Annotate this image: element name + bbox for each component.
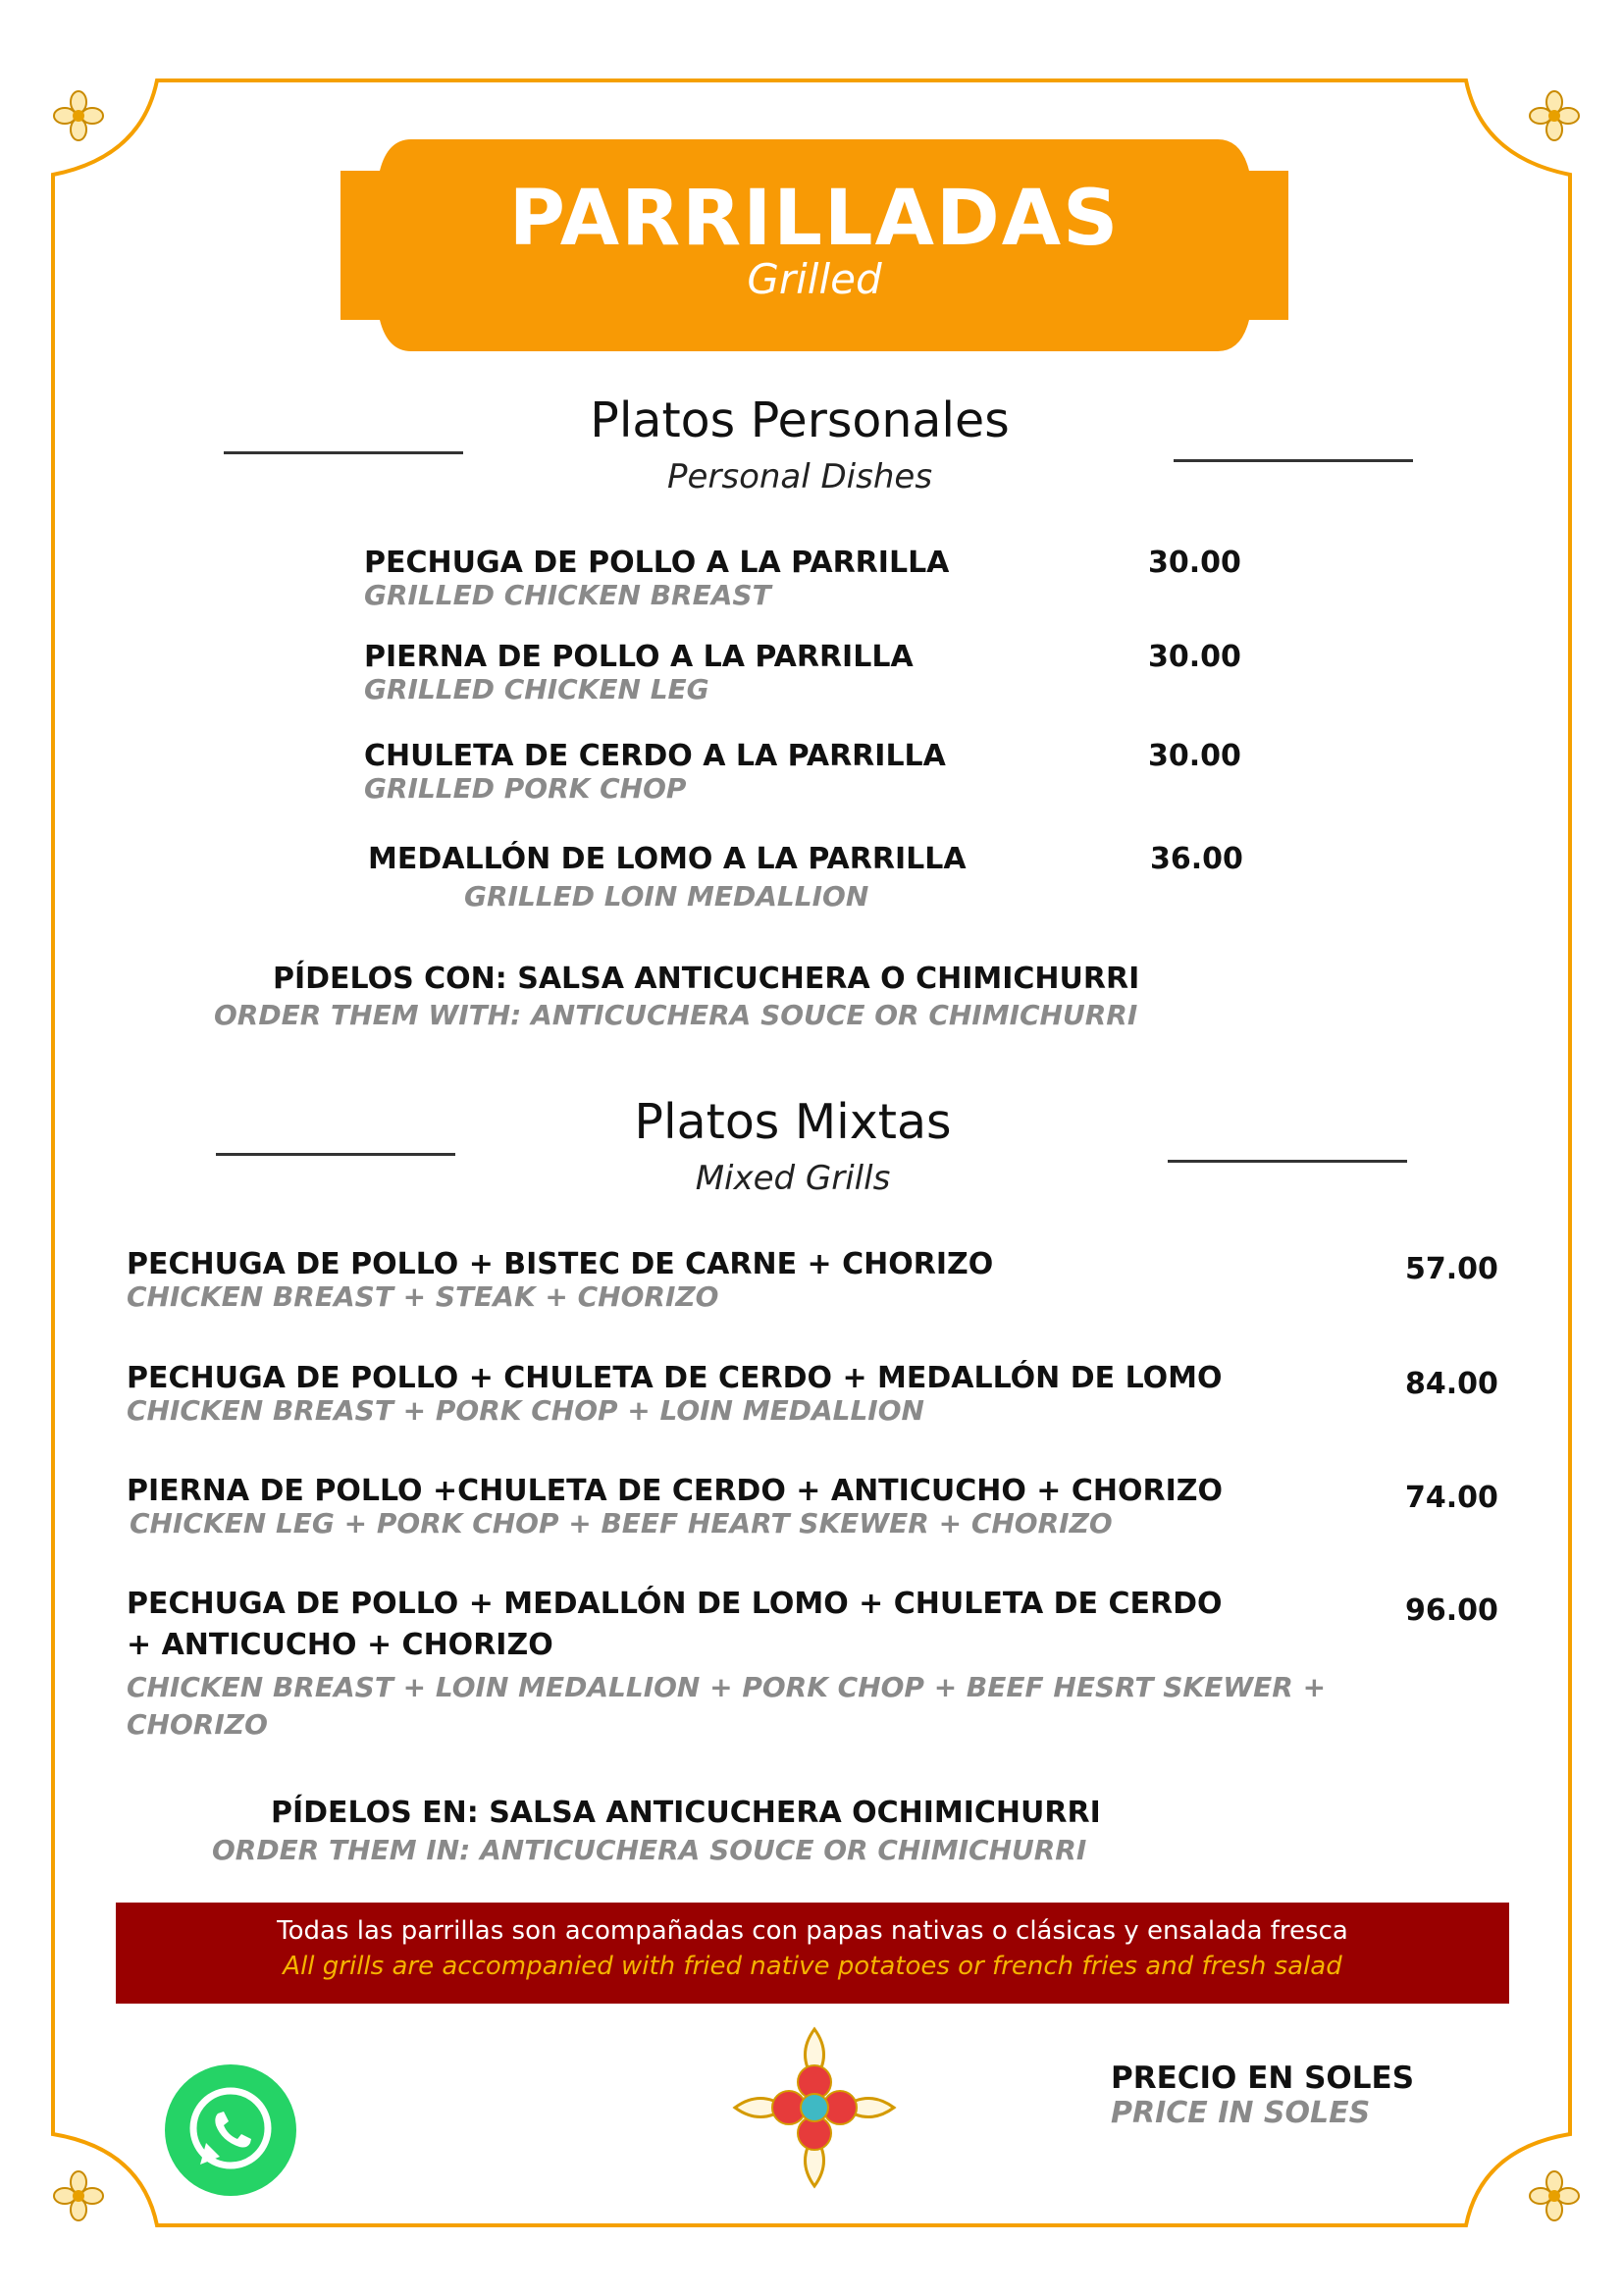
- menu-item-translation: GRILLED CHICKEN BREAST: [364, 579, 771, 611]
- menu-item-translation: CHICKEN LEG + PORK CHOP + BEEF HEART SKEWER + CHORIZO: [130, 1507, 1113, 1539]
- currency-note: PRECIO EN SOLES: [1111, 2061, 1415, 2096]
- whatsapp-icon[interactable]: [163, 2062, 298, 2198]
- page-subtitle: Grilled: [747, 255, 882, 303]
- menu-item-translation: GRILLED LOIN MEDALLION: [464, 880, 869, 913]
- menu-item-name: MEDALLÓN DE LOMO A LA PARRILLA: [368, 842, 967, 876]
- menu-item-price: 30.00: [1148, 739, 1241, 773]
- sauce-note-translation: ORDER THEM WITH: ANTICUCHERA SOUCE OR CHIMICHURRI: [214, 999, 1138, 1031]
- menu-item-translation: CHORIZO: [127, 1708, 268, 1741]
- menu-item-price: 30.00: [1148, 640, 1241, 674]
- menu-item-translation: CHICKEN BREAST + PORK CHOP + LOIN MEDALLION: [127, 1394, 924, 1427]
- flower-corner-icon: [1527, 2168, 1582, 2223]
- divider: [224, 451, 463, 454]
- accompaniment-text-translation: All grills are accompanied with fried native potatoes or french fries and fresh salad: [283, 1952, 1342, 1981]
- menu-item-translation: GRILLED CHICKEN LEG: [364, 673, 709, 705]
- divider: [1174, 459, 1413, 462]
- flower-ornament-icon: [731, 2025, 898, 2190]
- divider: [1168, 1160, 1407, 1163]
- menu-item-name: PECHUGA DE POLLO + CHULETA DE CERDO + MEDALLÓN DE LOMO: [127, 1361, 1223, 1395]
- section-title-personal: Platos Personales: [590, 392, 1010, 448]
- menu-item-price: 96.00: [1405, 1593, 1498, 1628]
- sauce-note-translation: ORDER THEM IN: ANTICUCHERA SOUCE OR CHIMICHURRI: [212, 1834, 1087, 1866]
- menu-item-translation: CHICKEN BREAST + STEAK + CHORIZO: [127, 1280, 719, 1313]
- divider: [216, 1153, 455, 1156]
- sauce-note: PÍDELOS EN: SALSA ANTICUCHERA OCHIMICHURRI: [271, 1796, 1101, 1830]
- menu-item-name: PIERNA DE POLLO +CHULETA DE CERDO + ANTICUCHO + CHORIZO: [127, 1474, 1223, 1508]
- section-subtitle-mixed: Mixed Grills: [695, 1159, 891, 1198]
- flower-corner-icon: [51, 2168, 106, 2223]
- menu-item-price: 74.00: [1405, 1481, 1498, 1515]
- sauce-note: PÍDELOS CON: SALSA ANTICUCHERA O CHIMICHURRI: [273, 962, 1140, 996]
- menu-item-price: 30.00: [1148, 546, 1241, 580]
- menu-item-name: CHULETA DE CERDO A LA PARRILLA: [364, 739, 946, 773]
- flower-corner-icon: [51, 88, 106, 143]
- menu-item-translation: GRILLED PORK CHOP: [364, 772, 687, 805]
- menu-item-price: 84.00: [1405, 1367, 1498, 1401]
- page-title: PARRILLADAS: [508, 175, 1121, 263]
- menu-item-name: PIERNA DE POLLO A LA PARRILLA: [364, 640, 914, 674]
- menu-item-price: 36.00: [1150, 842, 1243, 876]
- header-banner: [340, 139, 1288, 351]
- accompaniment-text: Todas las parrillas son acompañadas con papas nativas o clásicas y ensalada fresca: [277, 1916, 1348, 1946]
- menu-item-name: + ANTICUCHO + CHORIZO: [127, 1628, 553, 1662]
- menu-item-name: PECHUGA DE POLLO A LA PARRILLA: [364, 546, 950, 580]
- menu-item-name: PECHUGA DE POLLO + MEDALLÓN DE LOMO + CHULETA DE CERDO: [127, 1587, 1223, 1621]
- menu-item-name: PECHUGA DE POLLO + BISTEC DE CARNE + CHORIZO: [127, 1247, 994, 1281]
- currency-note-translation: PRICE IN SOLES: [1111, 2096, 1371, 2130]
- flower-corner-icon: [1527, 88, 1582, 143]
- section-title-mixed: Platos Mixtas: [634, 1094, 952, 1150]
- section-subtitle-personal: Personal Dishes: [666, 457, 933, 496]
- menu-item-price: 57.00: [1405, 1252, 1498, 1286]
- accompaniment-banner: [116, 1903, 1509, 2004]
- menu-item-translation: CHICKEN BREAST + LOIN MEDALLION + PORK CHOP + BEEF HESRT SKEWER +: [127, 1671, 1327, 1703]
